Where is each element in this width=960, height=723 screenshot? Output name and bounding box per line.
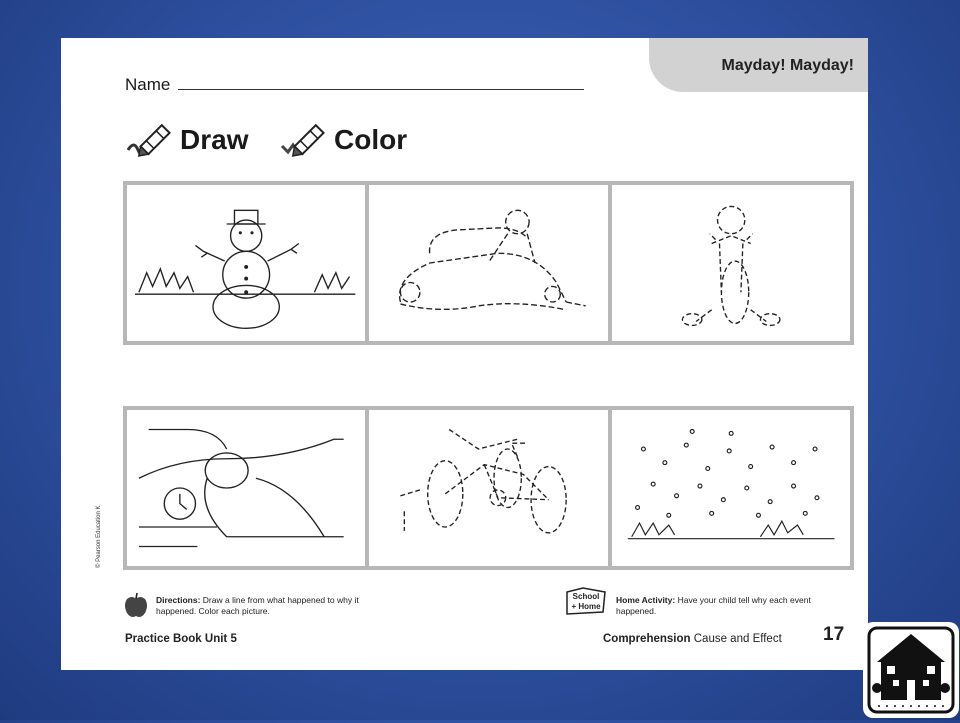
snowman-drawing <box>127 185 365 341</box>
name-write-line[interactable] <box>178 89 584 90</box>
car-in-snow-picture[interactable] <box>365 181 611 345</box>
snowfall-picture[interactable] <box>608 406 854 570</box>
child-on-bike-drawing <box>612 185 850 341</box>
school-home-line1: School <box>572 592 600 601</box>
bikes-drawing <box>369 410 607 566</box>
practice-book-label: Practice Book Unit 5 <box>125 633 237 645</box>
name-label: Name <box>125 75 171 94</box>
crayon-draw-icon <box>124 120 176 160</box>
crayon-color-icon <box>278 120 330 160</box>
child-on-bike-picture[interactable] <box>608 181 854 345</box>
home-activity-label: Home Activity: <box>616 595 676 605</box>
section-topic: Cause and Effect <box>693 633 782 645</box>
color-activity <box>278 120 407 160</box>
snowfall-drawing <box>612 410 850 566</box>
bikes-picture[interactable] <box>365 406 611 570</box>
top-picture-row <box>123 181 854 345</box>
directions-label: Directions: <box>156 595 201 605</box>
school-home-badge-icon <box>563 586 609 616</box>
house-icon <box>863 622 959 718</box>
school-home-line2: + Home <box>571 602 601 611</box>
car-in-snow-drawing <box>369 185 607 341</box>
snowman-picture[interactable] <box>123 181 369 345</box>
copyright-notice <box>96 558 102 568</box>
home-activity-text <box>616 595 846 617</box>
page-number: 17 <box>823 624 845 645</box>
section-category: Comprehension <box>603 633 691 645</box>
section-label <box>603 633 782 645</box>
sleeping-child-picture[interactable] <box>123 406 369 570</box>
color-label: Color <box>334 124 408 155</box>
sleeping-child-drawing <box>127 410 365 566</box>
draw-label: Draw <box>180 124 249 155</box>
home-activity-body: Have your child tell why each event happened. <box>616 595 811 616</box>
apple-icon <box>123 590 149 620</box>
title-tab <box>649 38 868 92</box>
worksheet-title: Mayday! Mayday! <box>721 57 854 74</box>
directions-body: Draw a line from what happened to why it happened. Color each picture. <box>156 595 359 616</box>
bottom-picture-row <box>123 406 854 570</box>
draw-activity <box>124 120 248 160</box>
directions-text <box>156 595 396 617</box>
home-button[interactable] <box>863 622 959 718</box>
